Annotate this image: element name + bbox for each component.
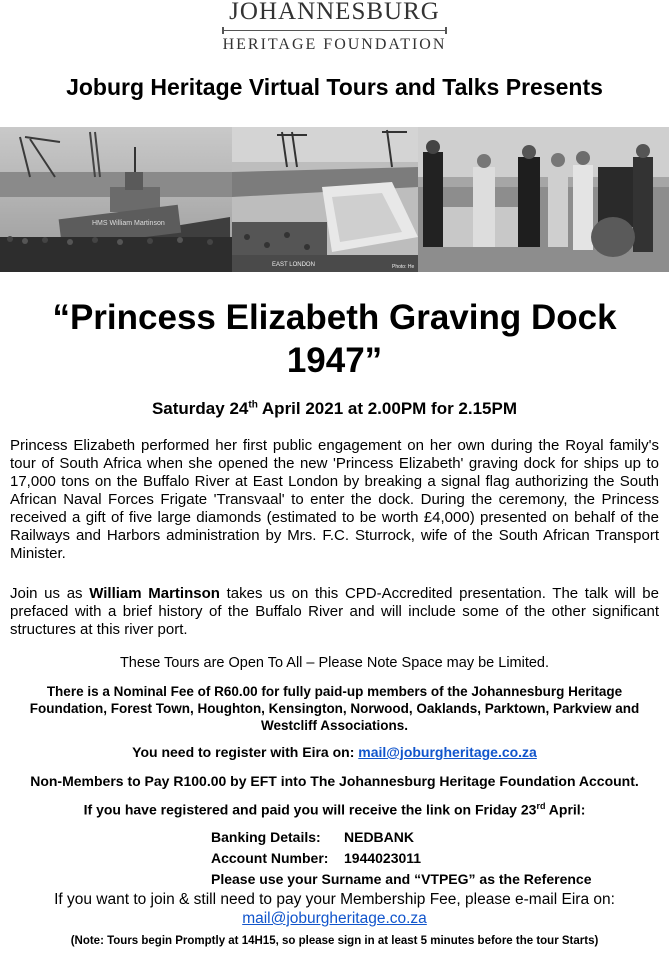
membership-email-link[interactable]: mail@joburgheritage.co.za (242, 910, 427, 927)
payment-reference-instruction: Please use your Surname and “VTPEG” as the Reference (211, 871, 592, 887)
banking-details-label: Banking Details: (211, 829, 321, 845)
banking-details-row (211, 829, 414, 845)
link-notice-suffix: April: (545, 801, 586, 818)
photo-ship-in-dock (0, 127, 232, 272)
speaker-intro: Join us as (10, 585, 90, 602)
event-date-suffix: April 2021 at 2.00PM for 2.15PM (257, 399, 518, 418)
registration-notice (0, 744, 669, 760)
speaker-paragraph (10, 585, 659, 639)
event-date-time (0, 399, 669, 419)
logo-rule (222, 30, 447, 31)
link-notice-ordinal: rd (536, 801, 546, 811)
photo-credit: Photo: He (392, 264, 415, 270)
logo-rule-cap-right (445, 27, 447, 34)
talk-title (0, 296, 669, 382)
event-date-prefix: Saturday 24 (151, 399, 249, 418)
link-notice-text: If you have registered and paid you will receive the link on Friday 23 (83, 801, 537, 818)
non-member-fee-notice: Non-Members to Pay R100.00 by EFT into The Johannesburg Heritage Foundation Account. (30, 773, 639, 789)
event-series-headline: Joburg Heritage Virtual Tours and Talks Presents (66, 74, 603, 100)
logo-sub-text: HERITAGE FOUNDATION (222, 36, 447, 53)
talk-title-line-2: 1947” (286, 341, 383, 380)
membership-email-row (0, 910, 669, 928)
speaker-details: takes us on this CPD-Accredited presentation. The talk will be prefaced with a brief history of the Buffalo River and will include some of the other significant structures at this river port. (10, 585, 659, 638)
photo-royal-visit (418, 127, 669, 272)
account-number-label: Account Number: (211, 850, 329, 866)
ship-hull-caption: HMS William Martinson (92, 220, 165, 227)
membership-fee-notice: If you want to join & still need to pay your Membership Fee, please e-mail Eira on: (54, 891, 615, 908)
speaker-name: William Martinson (89, 585, 220, 602)
historic-photo-strip (0, 127, 669, 272)
history-description: Princess Elizabeth performed her first public engagement on her own during the Royal family's tour of South Africa when she opened the new 'Princess Elizabeth' graving dock for ships up to 17,000 tons on the Buffalo River at East London by breaking a signal flag authorizing the South African Naval Forces Frigate 'Transvaal' to enter the dock. During the ceremony, the Princess received a gift of five large diamonds (estimated to be worth £4,000) presented on behalf of the Railways and Harbors administration by Mrs. F.C. Sturrock, wife of the South African Transport Minister. (10, 437, 659, 562)
event-date-ordinal: th (248, 399, 258, 411)
banking-details-value: NEDBANK (344, 829, 414, 845)
registration-text: You need to register with Eira on: (132, 744, 359, 760)
account-number-value: 1944023011 (344, 850, 422, 866)
photo-dock-aerial (232, 127, 418, 272)
member-fee-notice: There is a Nominal Fee of R60.00 for fully paid-up members of the Johannesburg Heritage Foundation, Forest Town, Houghton, Kensington, Norwood, Oaklands, Parktown, Parkview and Westcliff Associations. (29, 684, 640, 733)
link-notice (0, 801, 669, 818)
dock-photo-caption: EAST LONDON (272, 262, 315, 268)
registration-email-link[interactable]: mail@joburgheritage.co.za (358, 744, 537, 760)
logo-main-text: JOHANNESBURG (229, 0, 440, 25)
heritage-foundation-logo (0, 0, 669, 60)
start-time-note: (Note: Tours begin Promptly at 14H15, so please sign in at least 5 minutes before the tour Starts) (70, 935, 599, 947)
open-to-all-notice: These Tours are Open To All – Please Note Space may be Limited. (119, 655, 550, 671)
talk-title-line-1: “Princess Elizabeth Graving Dock (52, 298, 617, 337)
account-number-row (211, 850, 421, 866)
